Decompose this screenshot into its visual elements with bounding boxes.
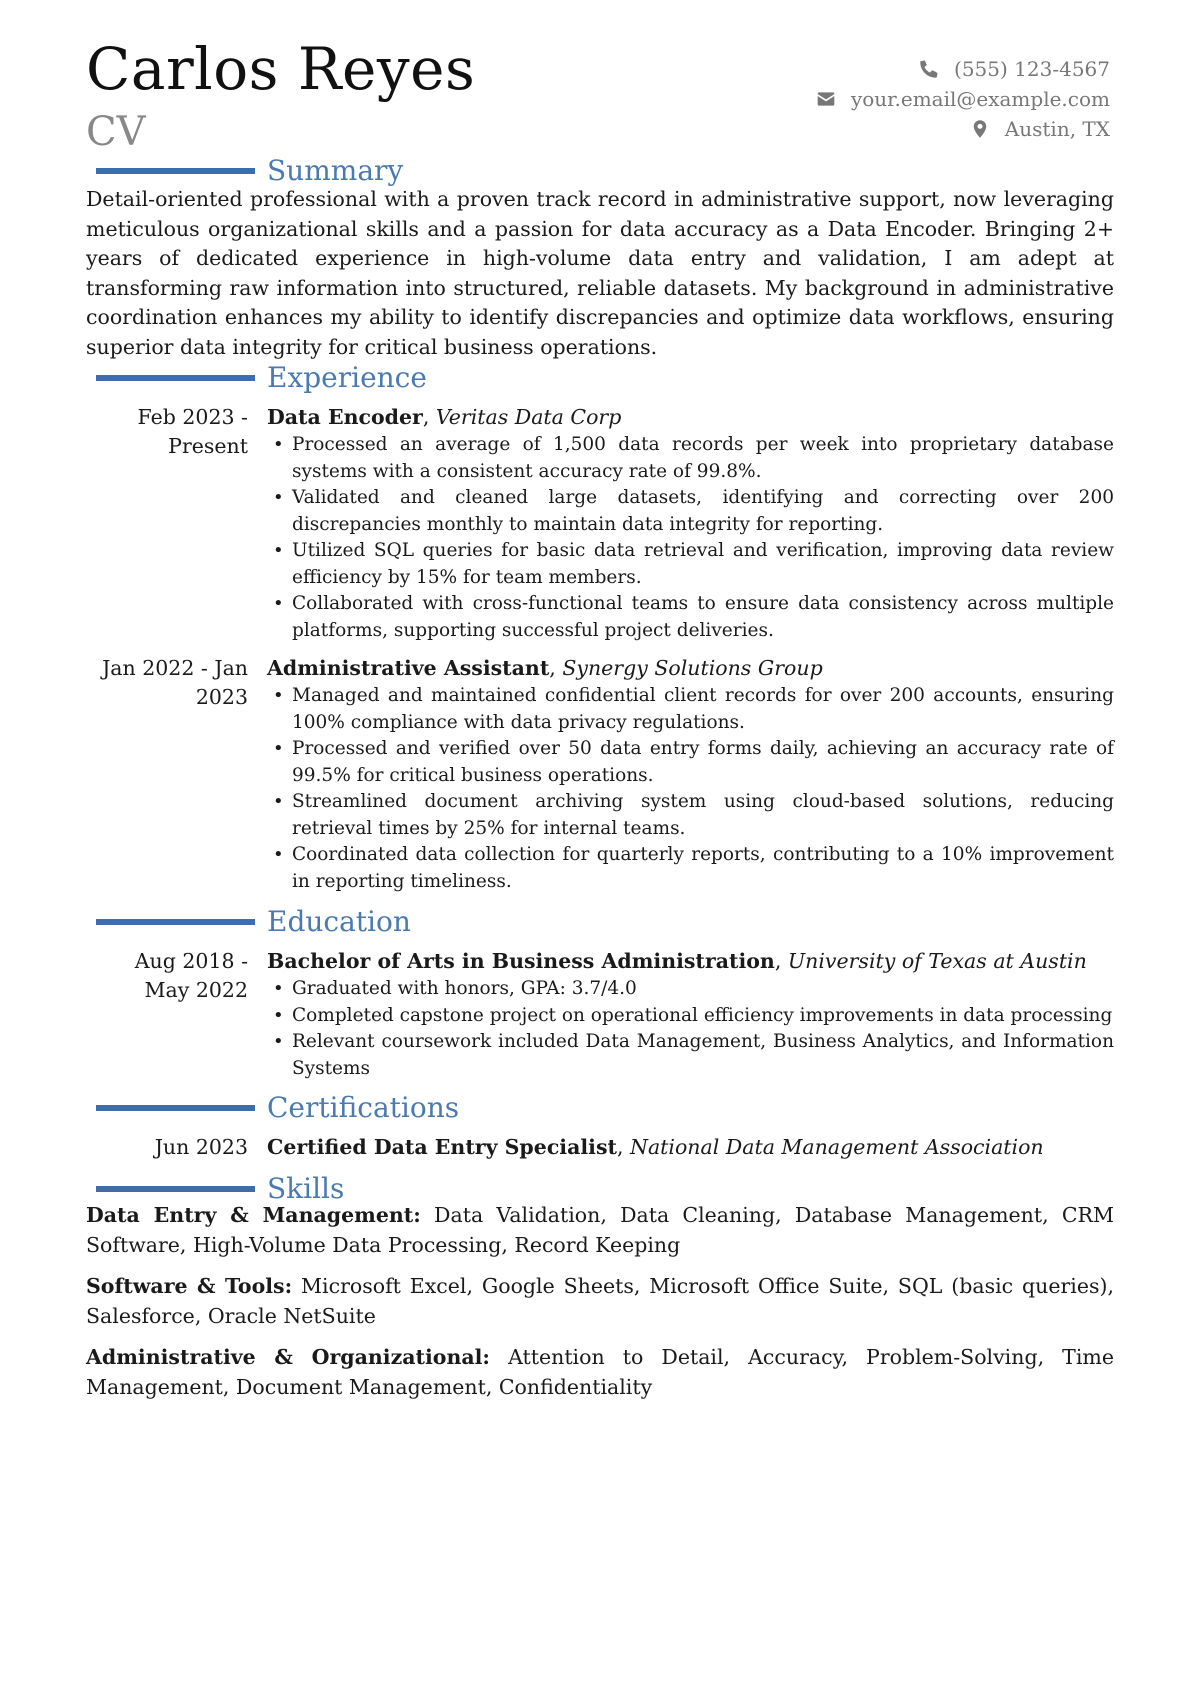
entry-title: Data Encoder xyxy=(267,405,423,429)
skill-label: Software & Tools: xyxy=(86,1274,293,1298)
contact-email xyxy=(815,84,1110,114)
document-subtitle: CV xyxy=(86,109,146,155)
entry-date: Aug 2018 - May 2022 xyxy=(134,949,248,1002)
bullet-item: • Utilized SQL queries for basic data retrieval and verification, improving data review efficiency by 15% for team members. xyxy=(267,538,1114,591)
bullet-item: • Coordinated data collection for quarterly reports, contributing to a 10% improvement in reporting timeliness. xyxy=(267,842,1114,895)
bullet-item: • Streamlined document archiving system using cloud-based solutions, reducing retrieval times by 25% for internal teams. xyxy=(267,789,1114,842)
entry-heading: Administrative Assistant, Synergy Solutions Group xyxy=(267,656,823,680)
candidate-name: Carlos Reyes xyxy=(86,35,476,103)
entry-date: Feb 2023 - Present xyxy=(137,405,248,458)
section-title: Skills xyxy=(267,1172,345,1205)
entry-bullets xyxy=(267,683,1114,895)
entry-bullets xyxy=(267,432,1114,644)
entry-heading: Certified Data Entry Specialist, National Data Management Association xyxy=(267,1135,1044,1159)
section-title: Summary xyxy=(267,154,404,187)
skill-value: Data Validation, Data Cleaning, Database Management, CRM Software, High-Volume Data Processing, Record Keeping xyxy=(86,1203,1114,1257)
section-divider-bar xyxy=(96,1186,255,1192)
entry-date: Jan 2022 - Jan 2023 xyxy=(102,656,248,709)
summary-text: Detail-oriented professional with a proven track record in administrative support, now leveraging meticulous organizational skills and a passion for data accuracy as a Data Encoder. Bringing 2+ years of dedicated experience in high-volume data entry and validation, I am adept at transforming raw information into structured, reliable datasets. My background in administrative coordination enhances my ability to identify discrepancies and optimize data workflows, ensuring superior data integrity for critical business operations. xyxy=(86,187,1114,359)
section-divider-bar xyxy=(96,375,255,381)
entry-heading: Bachelor of Arts in Business Administration, University of Texas at Austin xyxy=(267,949,1087,973)
entry-org: National Data Management Association xyxy=(630,1135,1044,1159)
entry-heading: Data Encoder, Veritas Data Corp xyxy=(267,405,622,429)
bullet-item: • Processed and verified over 50 data entry forms daily, achieving an accuracy rate of 99.5% for critical business operations. xyxy=(267,736,1114,789)
skills-list xyxy=(86,1201,1114,1414)
bullet-item: • Managed and maintained confidential client records for over 200 accounts, ensuring 100% compliance with data privacy regulations. xyxy=(267,683,1114,736)
email-text: your.email@example.com xyxy=(850,87,1110,111)
entry-content xyxy=(267,403,1114,644)
skill-group xyxy=(86,1201,1114,1260)
contact-location xyxy=(815,114,1110,144)
skill-group xyxy=(86,1343,1114,1402)
entry-date: Jun 2023 xyxy=(154,1135,248,1159)
section-divider-bar xyxy=(96,168,255,174)
section-title: Education xyxy=(267,905,411,938)
contact-block xyxy=(815,54,1110,144)
bullet-item: • Completed capstone project on operational efficiency improvements in data processing xyxy=(267,1003,1114,1030)
entry-content xyxy=(267,947,1114,1082)
entry-title: Administrative Assistant xyxy=(267,656,550,680)
section-divider-bar xyxy=(96,1105,255,1111)
phone-icon xyxy=(918,58,940,80)
bullet-item: • Processed an average of 1,500 data records per week into proprietary database systems with a consistent accuracy rate of 99.8%. xyxy=(267,432,1114,485)
skill-value: Microsoft Excel, Google Sheets, Microsoft Office Suite, SQL (basic queries), Salesforce, Oracle NetSuite xyxy=(86,1274,1114,1328)
skill-label: Data Entry & Management: xyxy=(86,1203,421,1227)
entry-title: Bachelor of Arts in Business Administration xyxy=(267,949,775,973)
section-title: Certifications xyxy=(267,1091,460,1124)
bullet-item: • Relevant coursework included Data Management, Business Analytics, and Information Systems xyxy=(267,1029,1114,1082)
entry-content xyxy=(267,654,1114,895)
map-marker-icon xyxy=(969,118,991,140)
entry-content xyxy=(267,1133,1114,1162)
phone-text: (555) 123-4567 xyxy=(954,57,1110,81)
envelope-icon xyxy=(815,88,837,110)
bullet-item: • Collaborated with cross-functional teams to ensure data consistency across multiple platforms, supporting successful project deliveries. xyxy=(267,591,1114,644)
entry-bullets xyxy=(267,976,1114,1082)
entry-title: Certified Data Entry Specialist xyxy=(267,1135,617,1159)
entry-org: University of Texas at Austin xyxy=(787,949,1087,973)
contact-phone xyxy=(815,54,1110,84)
entry-org: Veritas Data Corp xyxy=(435,405,622,429)
bullet-item: • Graduated with honors, GPA: 3.7/4.0 xyxy=(267,976,1114,1003)
bullet-item: • Validated and cleaned large datasets, identifying and correcting over 200 discrepancies monthly to maintain data integrity for reporting. xyxy=(267,485,1114,538)
section-title: Experience xyxy=(267,361,427,394)
skill-label: Administrative & Organizational: xyxy=(86,1345,490,1369)
skill-value: Attention to Detail, Accuracy, Problem-Solving, Time Management, Document Management, Confidentiality xyxy=(86,1345,1114,1399)
section-divider-bar xyxy=(96,919,255,925)
location-text: Austin, TX xyxy=(1004,117,1110,141)
skill-group xyxy=(86,1272,1114,1331)
entry-org: Synergy Solutions Group xyxy=(562,656,823,680)
